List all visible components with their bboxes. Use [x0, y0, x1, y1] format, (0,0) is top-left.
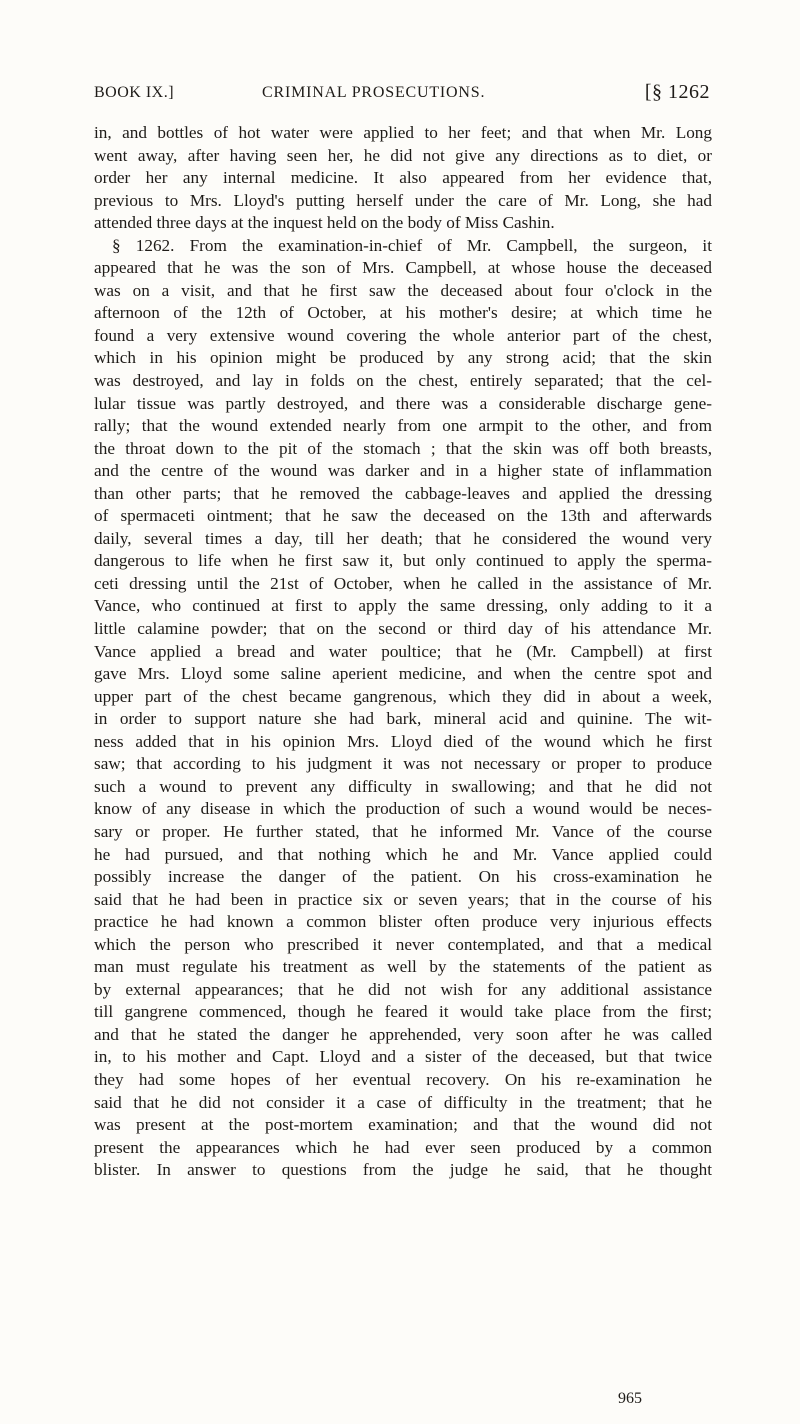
text-line: afternoon of the 12th of October, at his mother's desire; at which time he [94, 303, 712, 323]
section-number: [§ 1262 [644, 81, 710, 103]
text-line: found a very extensive wound covering the whole anterior part of the chest, [94, 325, 712, 345]
text-line: went away, after having seen her, he did not give any directions as to diet, or [94, 145, 712, 165]
text-line: practice he had known a common blister often produce very injurious effects [94, 912, 712, 932]
book-number: BOOK IX.] [94, 84, 175, 101]
text-line: little calamine powder; that on the second or third day of his attendance Mr. [94, 619, 712, 639]
text-line: such a wound to prevent any difficulty in swallowing; and that he did not [94, 776, 712, 796]
text-line: Vance, who continued at first to apply the same dressing, only adding to it a [94, 596, 712, 616]
text-line: was present at the post-mortem examination; and that the wound did not [94, 1115, 712, 1135]
text-line: than other parts; that he removed the cabbage-leaves and applied the dressing [94, 483, 712, 503]
text-line: ness added that in his opinion Mrs. Lloyd died of the wound which he first [94, 731, 712, 751]
text-line: and that he stated the danger he apprehended, very soon after he was called [94, 1024, 712, 1044]
text-line: in, to his mother and Capt. Lloyd and a sister of the deceased, but that twice [94, 1047, 712, 1067]
body-text [94, 122, 712, 1182]
text-line: order her any internal medicine. It also appeared from her evidence that, [94, 168, 712, 188]
text-line: blister. In answer to questions from the judge he said, that he thought [94, 1160, 712, 1180]
chapter-title: CRIMINAL PROSECUTIONS. [262, 84, 486, 101]
text-line: till gangrene commenced, though he feared it would take place from the first; [94, 1002, 712, 1022]
running-head [94, 81, 710, 108]
text-line: which the person who prescribed it never contemplated, and that a medical [94, 934, 712, 954]
text-line: the throat down to the pit of the stomach ; that the skin was off both breasts, [94, 438, 712, 458]
text-line: previous to Mrs. Lloyd's putting herself under the care of Mr. Long, she had [94, 190, 712, 210]
text-line: possibly increase the danger of the patient. On his cross-examination he [94, 867, 712, 887]
text-line: dangerous to life when he first saw it, but only continued to apply the sperma- [94, 551, 712, 571]
text-line: man must regulate his treatment as well by the statements of the patient as [94, 957, 712, 977]
page-number: 965 [618, 1390, 642, 1407]
text-line: he had pursued, and that nothing which he and Mr. Vance applied could [94, 844, 712, 864]
text-line: by external appearances; that he did not wish for any additional assistance [94, 979, 712, 999]
text-line: was on a visit, and that he first saw the deceased about four o'clock in the [94, 280, 712, 300]
text-line: in order to support nature she had bark, mineral acid and quinine. The wit- [94, 709, 712, 729]
text-line: appeared that he was the son of Mrs. Campbell, at whose house the deceased [94, 258, 712, 278]
text-line: of spermaceti ointment; that he saw the deceased on the 13th and afterwards [94, 506, 712, 526]
text-line: ceti dressing until the 21st of October, when he called in the assistance of Mr. [94, 573, 712, 593]
text-line: in, and bottles of hot water were applied to her feet; and that when Mr. Long [94, 123, 712, 142]
text-line: gave Mrs. Lloyd some saline aperient medicine, and when the centre spot and [94, 664, 712, 684]
text-line: sary or proper. He further stated, that he informed Mr. Vance of the course [94, 821, 712, 841]
text-line: upper part of the chest became gangrenous, which they did in about a week, [94, 686, 712, 706]
text-line: daily, several times a day, till her death; that he considered the wound very [94, 528, 712, 548]
text-line: lular tissue was partly destroyed, and there was a considerable discharge gene- [94, 393, 712, 413]
text-line: attended three days at the inquest held on the body of Miss Cashin. [94, 213, 555, 233]
text-line: present the appearances which he had ever seen produced by a common [94, 1137, 712, 1157]
text-line: which in his opinion might be produced by any strong acid; that the skin [94, 348, 712, 368]
text-line: Vance applied a bread and water poultice; that he (Mr. Campbell) at first [94, 641, 712, 661]
text-line: and the centre of the wound was darker and in a higher state of inflammation [94, 461, 712, 481]
text-line: know of any disease in which the production of such a wound would be neces- [94, 799, 712, 819]
text-line: said that he had been in practice six or seven years; that in the course of his [94, 889, 712, 909]
text-line: rally; that the wound extended nearly from one armpit to the other, and from [94, 416, 712, 436]
text-line: was destroyed, and lay in folds on the chest, entirely separated; that the cel- [94, 371, 712, 391]
text-line: § 1262. From the examination-in-chief of Mr. Campbell, the surgeon, it [112, 235, 712, 255]
text-line: saw; that according to his judgment it was not necessary or proper to produce [94, 754, 712, 774]
text-line: said that he did not consider it a case of difficulty in the treatment; that he [94, 1092, 712, 1112]
text-line: they had some hopes of her eventual recovery. On his re-examination he [94, 1069, 712, 1089]
